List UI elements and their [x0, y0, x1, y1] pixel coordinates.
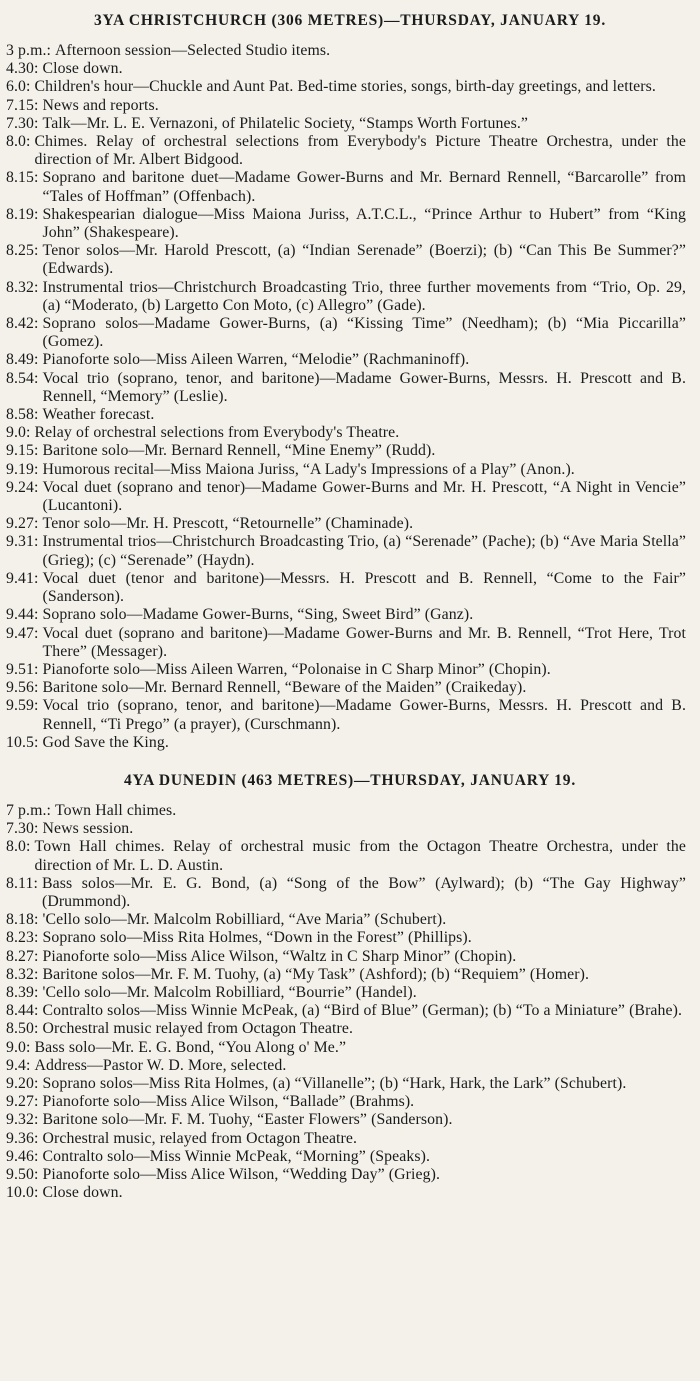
entry-time: 9.15:	[6, 442, 39, 460]
entry-time: 8.25:	[6, 242, 39, 260]
programme-entry	[6, 442, 686, 460]
entry-description: Instrumental trios—Christchurch Broadcasting Trio, (a) “Serenade” (Pache); (b) “Ave Maria Stella” (Grieg); (c) “Serenade” (Haydn).	[42, 533, 686, 569]
entry-time: 8.49:	[6, 351, 39, 369]
entry-description: Bass solo—Mr. E. G. Bond, “You Along o' Me.”	[34, 1038, 347, 1056]
entry-description: News and reports.	[42, 96, 159, 114]
entry-description: Relay of orchestral selections from Everybody's Theatre.	[34, 424, 400, 442]
entry-time: 3 p.m.:	[6, 42, 52, 59]
programme-entry	[6, 966, 686, 984]
programme-entry	[6, 351, 686, 369]
entry-description: Tenor solo—Mr. H. Prescott, “Retournelle” (Chaminade).	[42, 515, 414, 533]
entry-description: 'Cello solo—Mr. Malcolm Robilliard, “Bourrie” (Handel).	[42, 983, 417, 1001]
entry-description: Close down.	[42, 60, 123, 78]
entry-description: God Save the King.	[42, 733, 169, 751]
programme-entry	[6, 1002, 686, 1020]
entry-time: 8.44:	[6, 1002, 39, 1020]
programme-entry	[6, 515, 686, 533]
entry-description: Soprano and baritone duet—Madame Gower-Burns and Mr. Bernard Rennell, “Barcarolle” from “Tales of Hoffman” (Offenbach).	[42, 169, 686, 205]
entry-description: Soprano solos—Madame Gower-Burns, (a) “Kissing Time” (Needham); (b) “Mia Piccarilla” (Gomez).	[42, 315, 686, 351]
programme-entry	[6, 133, 686, 169]
programme-list	[6, 802, 686, 1202]
entry-time: 7 p.m.:	[6, 801, 52, 819]
programme-entry	[6, 315, 686, 351]
entry-description: Humorous recital—Miss Maiona Juriss, “A Lady's Impressions of a Play” (Anon.).	[42, 460, 575, 478]
entry-time: 7.30:	[6, 820, 39, 838]
entry-time: 7.30:	[6, 114, 39, 132]
entry-time: 10.5:	[6, 733, 39, 751]
entry-time: 9.56:	[6, 679, 39, 697]
entry-description: Pianoforte solo—Miss Alice Wilson, “Wedding Day” (Grieg).	[42, 1165, 441, 1183]
programme-entry	[6, 734, 686, 752]
programme-entry	[6, 479, 686, 515]
programme-entry	[6, 97, 686, 115]
entry-description: Pianoforte solo—Miss Aileen Warren, “Polonaise in C Sharp Minor” (Chopin).	[42, 660, 551, 678]
programme-entry	[6, 1057, 686, 1075]
entry-description: Vocal trio (soprano, tenor, and baritone)—Madame Gower-Burns, Messrs. H. Prescott and B. Rennell, “Memory” (Leslie).	[42, 369, 686, 405]
programme-entry	[6, 242, 686, 278]
programme-entry	[6, 1020, 686, 1038]
entry-time: 9.36:	[6, 1129, 39, 1147]
entry-time: 7.15:	[6, 96, 39, 114]
programme-entry	[6, 911, 686, 929]
entry-description: Bass solos—Mr. E. G. Bond, (a) “Song of the Bow” (Aylward); (b) “The Gay Highway” (Drummond).	[41, 874, 686, 910]
entry-time: 9.4:	[6, 1056, 31, 1074]
programme-entry	[6, 1093, 686, 1111]
programme-entry	[6, 802, 686, 820]
entry-time: 8.11:	[6, 874, 38, 892]
entry-time: 8.39:	[6, 983, 39, 1001]
entry-description: Orchestral music, relayed from Octagon Theatre.	[42, 1129, 358, 1147]
entry-description: Baritone solos—Mr. F. M. Tuohy, (a) “My Task” (Ashford); (b) “Requiem” (Homer).	[42, 965, 590, 983]
programme-entry	[6, 948, 686, 966]
entry-time: 8.32:	[6, 965, 39, 983]
programme-list	[6, 42, 686, 752]
entry-time: 9.50:	[6, 1165, 39, 1183]
entry-time: 8.23:	[6, 929, 39, 947]
entry-time: 9.47:	[6, 624, 39, 642]
entry-time: 8.0:	[6, 133, 31, 151]
entry-time: 9.19:	[6, 460, 39, 478]
entry-description: Talk—Mr. L. E. Vernazoni, of Philatelic Society, “Stamps Worth Fortunes.”	[42, 114, 529, 132]
programme-entry	[6, 1184, 686, 1202]
section-3ya-christchurch	[6, 10, 686, 752]
programme-entry	[6, 42, 686, 60]
programme-entry	[6, 169, 686, 205]
entry-time: 8.27:	[6, 947, 39, 965]
programme-entry	[6, 1111, 686, 1129]
entry-description: Contralto solo—Miss Winnie McPeak, “Morning” (Speaks).	[42, 1147, 431, 1165]
entry-time: 9.41:	[6, 569, 39, 587]
entry-description: 'Cello solo—Mr. Malcolm Robilliard, “Ave Maria” (Schubert).	[42, 911, 447, 929]
entry-time: 9.24:	[6, 478, 39, 496]
entry-description: Soprano solo—Miss Rita Holmes, “Down in the Forest” (Phillips).	[42, 929, 472, 947]
entry-description: Close down.	[42, 1184, 123, 1202]
entry-time: 9.20:	[6, 1074, 39, 1092]
programme-entry	[6, 461, 686, 479]
entry-time: 9.51:	[6, 660, 39, 678]
programme-entry	[6, 1039, 686, 1057]
entry-time: 9.0:	[6, 424, 31, 442]
entry-description: Vocal trio (soprano, tenor, and baritone)—Madame Gower-Burns, Messrs. H. Prescott and B. Rennell, “Ti Prego” (a prayer), (Curschmann).	[42, 697, 686, 733]
entry-description: Tenor solos—Mr. Harold Prescott, (a) “Indian Serenade” (Boerzi); (b) “Can This Be Summer?” (Edwards).	[42, 242, 686, 278]
programme-entry	[6, 679, 686, 697]
programme-entry	[6, 1148, 686, 1166]
programme-entry	[6, 875, 686, 911]
entry-time: 9.59:	[6, 697, 39, 715]
programme-entry	[6, 625, 686, 661]
entry-time: 8.58:	[6, 406, 39, 424]
programme-entry	[6, 697, 686, 733]
programme-entry	[6, 424, 686, 442]
programme-entry	[6, 1166, 686, 1184]
entry-description: Town Hall chimes. Relay of orchestral music from the Octagon Theatre Orchestra, under the direction of Mr. L. D. Austin.	[34, 838, 686, 874]
entry-description: Shakespearian dialogue—Miss Maiona Juriss, A.T.C.L., “Prince Arthur to Hubert” from “King John” (Shakespeare).	[42, 205, 686, 242]
programme-entry	[6, 929, 686, 947]
programme-entry	[6, 78, 686, 96]
section-header: 3YA CHRISTCHURCH (306 METRES)—THURSDAY, JANUARY 19.	[93, 12, 607, 29]
entry-time: 8.42:	[6, 315, 39, 333]
programme-entry	[6, 606, 686, 624]
programme-entry	[6, 370, 686, 406]
entry-description: Town Hall chimes.	[55, 801, 177, 819]
entry-description: Vocal duet (soprano and baritone)—Madame Gower-Burns and Mr. B. Rennell, “Trot Here, Trot There” (Messager).	[42, 624, 686, 660]
entry-description: Vocal duet (tenor and baritone)—Messrs. H. Prescott and B. Rennell, “Come to the Fair” (Sanderson).	[42, 569, 686, 606]
entry-description: Contralto solos—Miss Winnie McPeak, (a) “Bird of Blue” (German); (b) “To a Miniature” (Brahe).	[42, 1002, 683, 1020]
entry-time: 8.50:	[6, 1020, 39, 1038]
entry-description: Pianoforte solo—Miss Alice Wilson, “Waltz in C Sharp Minor” (Chopin).	[42, 947, 517, 965]
entry-description: Baritone solo—Mr. Bernard Rennell, “Mine Enemy” (Rudd).	[42, 442, 436, 460]
entry-time: 9.46:	[6, 1147, 39, 1165]
entry-time: 6.0:	[6, 78, 31, 96]
entry-time: 9.31:	[6, 533, 39, 551]
entry-description: Children's hour—Chuckle and Aunt Pat. Bed-time stories, songs, birth-day greetings, and letters.	[34, 78, 656, 96]
section-4ya-dunedin	[6, 770, 686, 1202]
programme-entry	[6, 838, 686, 874]
entry-description: Address—Pastor W. D. More, selected.	[34, 1056, 287, 1074]
entry-description: Soprano solos—Miss Rita Holmes, (a) “Villanelle”; (b) “Hark, Hark, the Lark” (Schubert).	[42, 1074, 627, 1092]
entry-time: 9.44:	[6, 606, 39, 624]
programme-entry	[6, 60, 686, 78]
entry-time: 10.0:	[6, 1184, 39, 1202]
entry-description: Baritone solo—Mr. Bernard Rennell, “Beware of the Maiden” (Craikeday).	[42, 679, 527, 697]
entry-time: 9.27:	[6, 1093, 39, 1111]
entry-time: 8.15:	[6, 169, 39, 187]
programme-entry	[6, 984, 686, 1002]
programme-entry	[6, 406, 686, 424]
entry-time: 8.32:	[6, 278, 39, 296]
programme-entry	[6, 1075, 686, 1093]
entry-time: 8.54:	[6, 369, 39, 387]
programme-entry	[6, 115, 686, 133]
entry-time: 9.32:	[6, 1111, 39, 1129]
entry-time: 8.0:	[6, 838, 31, 856]
entry-description: Afternoon session—Selected Studio items.	[55, 42, 331, 59]
programme-entry	[6, 661, 686, 679]
entry-description: Baritone solo—Mr. F. M. Tuohy, “Easter Flowers” (Sanderson).	[42, 1111, 453, 1129]
entry-description: Soprano solo—Madame Gower-Burns, “Sing, Sweet Bird” (Ganz).	[42, 606, 474, 624]
programme-entry	[6, 1130, 686, 1148]
entry-description: News session.	[42, 820, 134, 838]
entry-description: Weather forecast.	[42, 406, 155, 424]
programme-entry	[6, 570, 686, 606]
section-header: 4YA DUNEDIN (463 METRES)—THURSDAY, JANUARY 19.	[123, 771, 577, 789]
entry-time: 4.30:	[6, 60, 39, 78]
entry-description: Pianoforte solo—Miss Alice Wilson, “Ballade” (Brahms).	[42, 1093, 415, 1111]
entry-description: Vocal duet (soprano and tenor)—Madame Gower-Burns and Mr. H. Prescott, “A Night in Vencie” (Lucantoni).	[42, 478, 686, 515]
entry-time: 9.0:	[6, 1038, 31, 1056]
programme-entry	[6, 279, 686, 315]
entry-time: 8.19:	[6, 205, 39, 223]
entry-time: 8.18:	[6, 911, 39, 929]
entry-description: Orchestral music relayed from Octagon Theatre.	[42, 1020, 354, 1038]
entry-time: 9.27:	[6, 515, 39, 533]
entry-description: Chimes. Relay of orchestral selections from Everybody's Picture Theatre Orchestra, under the direction of Mr. Albert Bidgood.	[34, 133, 686, 169]
entry-description: Pianoforte solo—Miss Aileen Warren, “Melodie” (Rachmaninoff).	[42, 351, 470, 369]
programme-entry	[6, 820, 686, 838]
programme-entry	[6, 533, 686, 569]
entry-description: Instrumental trios—Christchurch Broadcasting Trio, three further movements from “Trio, Op. 29, (a) “Moderato, (b) Largetto Con Moto, (c) Allegro” (Gade).	[42, 278, 686, 314]
programme-entry	[6, 206, 686, 242]
